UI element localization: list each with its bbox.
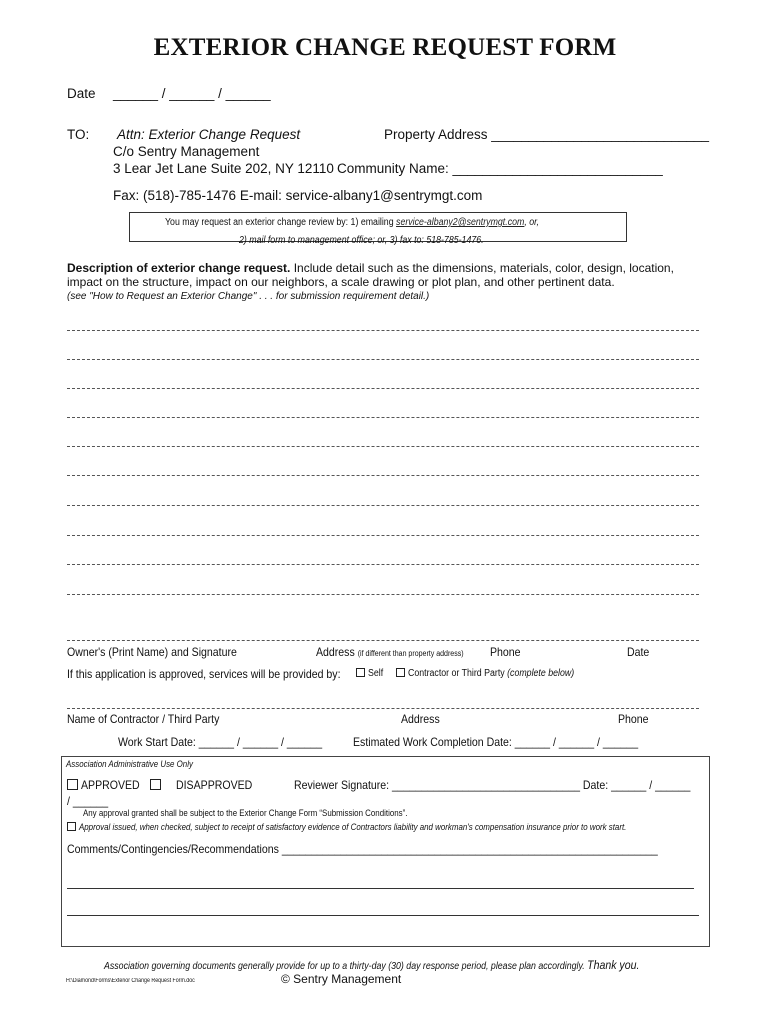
date-label: Date xyxy=(67,86,96,101)
conditions-note: Any approval granted shall be subject to the Exterior Change Form “Submission Conditions”. xyxy=(83,808,408,818)
admin-label: Association Administrative Use Only xyxy=(66,759,193,769)
comments-label: Comments/Contingencies/Recommendations ________________________________________________________________ xyxy=(67,842,658,856)
owner-phone-label: Phone xyxy=(490,645,521,659)
date-field[interactable]: ______ / ______ / ______ xyxy=(113,86,271,101)
approval-issued-checkbox[interactable] xyxy=(67,822,76,831)
description-line[interactable] xyxy=(67,359,699,360)
disapproved-option[interactable]: DISAPPROVED xyxy=(150,778,263,792)
comments-line[interactable] xyxy=(67,915,699,916)
description-line[interactable] xyxy=(67,446,699,447)
owner-address-label: Address (if different than property address) xyxy=(316,645,464,659)
fax-email-line: Fax: (518)-785-1476 E-mail: service-albany1@sentrymgt.com xyxy=(113,188,483,203)
contractor-option[interactable]: Contractor or Third Party (complete below) xyxy=(396,668,597,679)
email-link[interactable]: service-albany2@sentrymgt.com xyxy=(396,217,525,228)
approval-issued-option[interactable]: Approval issued, when checked, subject to receipt of satisfactory evidence of Contractors liability and workman's compensation insurance prior to work start. xyxy=(67,822,701,832)
self-checkbox[interactable] xyxy=(356,668,365,677)
owner-address-note: (if different than property address) xyxy=(357,649,464,658)
owner-name-signature-label: Owner's (Print Name) and Signature xyxy=(67,645,237,659)
self-option[interactable]: Self xyxy=(356,668,385,679)
comments-line[interactable] xyxy=(67,888,694,889)
description-line[interactable] xyxy=(67,330,699,331)
approved-checkbox[interactable] xyxy=(67,779,78,790)
co-line: C/o Sentry Management xyxy=(113,144,260,159)
file-path: H:\Diamond\Forms\Exterior Change Request Form.doc xyxy=(66,978,195,984)
reviewer-signature-field[interactable]: Reviewer Signature: ________________________________ Date: ______ / ______ xyxy=(294,778,691,792)
approved-option[interactable]: APPROVED xyxy=(67,778,148,792)
description-line[interactable] xyxy=(67,594,699,595)
description-line[interactable] xyxy=(67,505,699,506)
completion-date-field[interactable]: Estimated Work Completion Date: ______ / ______ / ______ xyxy=(353,735,639,749)
mgmt-address: 3 Lear Jet Lane Suite 202, NY 12110 xyxy=(113,161,334,176)
thank-you: Thank you. xyxy=(587,958,640,972)
description-line[interactable] xyxy=(67,475,699,476)
services-label: If this application is approved, services will be provided by: xyxy=(67,667,341,681)
description-body: Include detail such as the dimensions, materials, color, design, location, impact on the structure, impact on our neighbors, a scale drawing or plot plan, and other pertinent data. xyxy=(67,261,674,289)
contractor-name-label: Name of Contractor / Third Party xyxy=(67,712,220,726)
disapproved-checkbox[interactable] xyxy=(150,779,161,790)
contractor-checkbox[interactable] xyxy=(396,668,405,677)
request-methods-line2: 2) mail form to management office; or, 3) fax to: 518-785-1476. xyxy=(239,235,484,246)
description-line[interactable] xyxy=(67,417,699,418)
description-line[interactable] xyxy=(67,388,699,389)
contractor-phone-label: Phone xyxy=(618,712,649,726)
description-line[interactable] xyxy=(67,564,699,565)
form-title: EXTERIOR CHANGE REQUEST FORM xyxy=(153,34,617,61)
attn-line: Attn: Exterior Change Request xyxy=(117,127,301,142)
request-methods-line1: You may request an exterior change review by: 1) emailing service-albany2@sentrymgt.com, or, xyxy=(165,217,540,228)
copyright: © Sentry Management xyxy=(281,972,402,986)
owner-signature-line[interactable] xyxy=(67,640,699,641)
request-methods-box xyxy=(129,212,627,246)
review-date-continued: / ______ xyxy=(67,794,109,808)
description-heading: Description of exterior change request. xyxy=(67,261,291,275)
description-line[interactable] xyxy=(67,535,699,536)
contractor-address-label: Address xyxy=(401,712,440,726)
owner-date-label: Date xyxy=(627,645,650,659)
response-period-note: Association governing documents generally provide for up to a thirty-day (30) day response period, please plan accordingly. Thank you. xyxy=(104,958,640,972)
community-name-field[interactable]: Community Name: ____________________________ xyxy=(337,161,663,176)
work-start-date-field[interactable]: Work Start Date: ______ / ______ / ______ xyxy=(118,735,323,749)
property-address-field[interactable]: Property Address _____________________________ xyxy=(384,127,710,142)
to-label: TO: xyxy=(67,127,90,142)
contractor-line[interactable] xyxy=(67,708,699,709)
description-note: (see "How to Request an Exterior Change" . . . for submission requirement detail.) xyxy=(67,291,430,302)
description-instructions xyxy=(67,261,707,289)
